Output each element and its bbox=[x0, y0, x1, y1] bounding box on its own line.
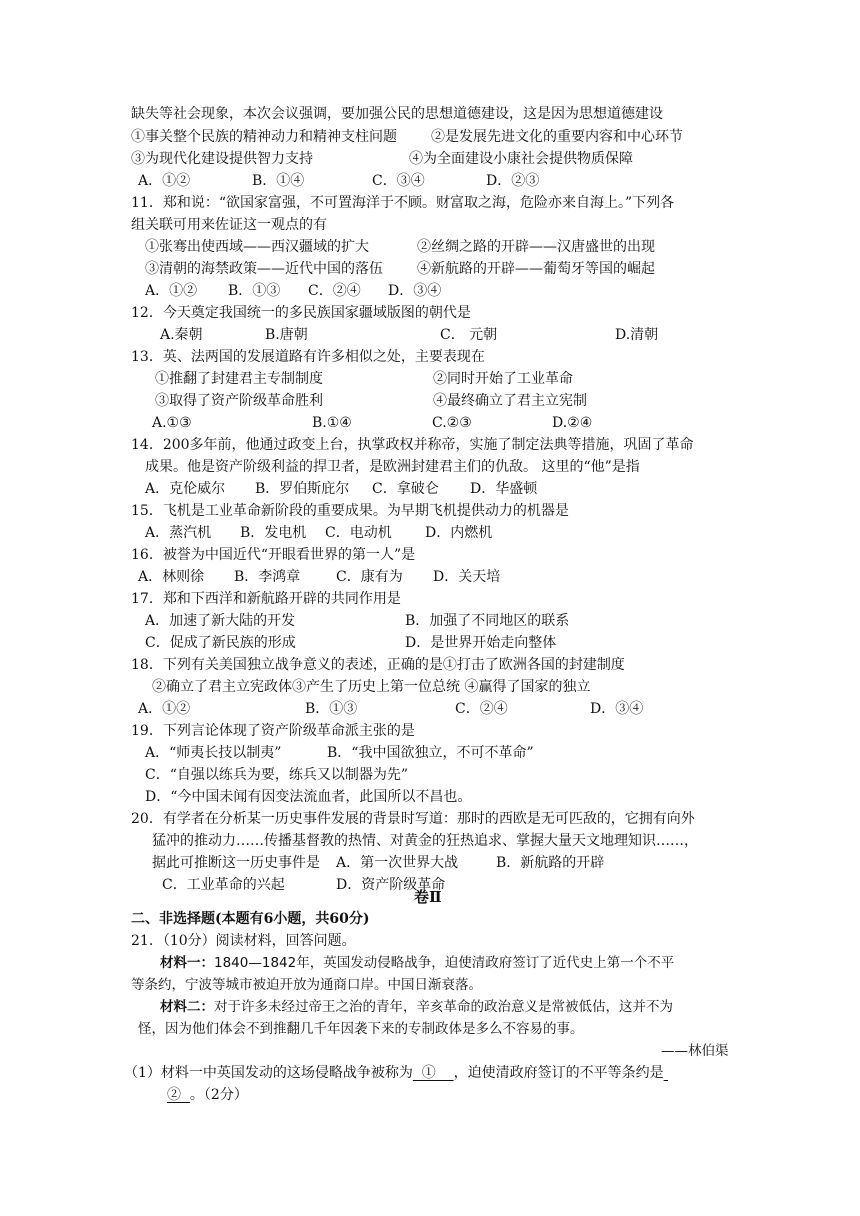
q18-stem-line1: 18．下列有关美国独立战争意义的表述，正确的是①打击了欧洲各国的封建制度 bbox=[131, 657, 625, 673]
q13-stem: 13．英、法两国的发展道路有许多相似之处，主要表现在 bbox=[131, 349, 485, 365]
q20-stem-line2: 猛冲的推动力……传播基督教的热情、对黄金的狂热追求、掌握大量天文地理知识……， bbox=[152, 833, 698, 849]
q10-option-c: C．③④ bbox=[372, 173, 425, 189]
q10-option-b: B．①④ bbox=[252, 173, 305, 189]
q21-sub1-line2 bbox=[167, 1085, 248, 1105]
q20-option-d: D．资产阶级革命 bbox=[336, 877, 446, 893]
q11-item-4: ④新航路的开辟——葡萄牙等国的崛起 bbox=[417, 261, 655, 277]
q21-attribution: ——林伯渠 bbox=[661, 1043, 729, 1059]
q16-option-a: A．林则徐 bbox=[138, 569, 205, 585]
q18-option-b: B．①③ bbox=[305, 701, 358, 717]
q20-stem-line1: 20．有学者在分析某一历史事件发展的背景时写道：那时的西欧是无可匹敌的，它拥有向外 bbox=[131, 811, 695, 827]
q14-stem-line2: 成果。他是资产阶级利益的捍卫者，是欧洲封建君主们的仇敌。 这里的“他”是指 bbox=[145, 459, 640, 475]
q13-item-3: ③取得了资产阶级革命胜利 bbox=[155, 393, 323, 409]
q20-stem-line3: 据此可推断这一历史事件是 bbox=[152, 855, 320, 871]
q16-option-d: D．关天培 bbox=[433, 569, 501, 585]
q19-option-b: B．“我中国欲独立，不可不革命” bbox=[327, 745, 534, 761]
q14-stem-line1: 14．200多年前，他通过政变上台，执掌政权并称帝，实施了制定法典等措施，巩固了革命 bbox=[131, 437, 694, 453]
q11-option-d: D．③④ bbox=[388, 283, 442, 299]
q20-option-c: C．工业革命的兴起 bbox=[162, 877, 285, 893]
q20-option-a: A．第一次世界大战 bbox=[336, 855, 459, 871]
material-1-label: 材料一： bbox=[160, 955, 214, 971]
q12-option-d: D.清朝 bbox=[615, 327, 659, 343]
q19-option-a: A．“师夷长技以制夷” bbox=[145, 745, 282, 761]
q11-item-2: ②丝绸之路的开辟——汉唐盛世的出现 bbox=[417, 239, 655, 255]
q17-option-a: A．加速了新大陆的开发 bbox=[145, 613, 296, 629]
q13-item-1: ①推翻了封建君主专制制度 bbox=[155, 371, 323, 387]
answer-blank-1[interactable]: ① bbox=[412, 1065, 454, 1081]
answer-blank-2-start[interactable] bbox=[664, 1065, 668, 1081]
q17-stem: 17．郑和下西洋和新航路开辟的共同作用是 bbox=[131, 591, 401, 607]
q18-option-d: D．③④ bbox=[590, 701, 644, 717]
q20-option-b: B．新航路的开辟 bbox=[496, 855, 605, 871]
q12-stem: 12．今天奠定我国统一的多民族国家疆域版图的朝代是 bbox=[131, 305, 471, 321]
q10-item-1: ①事关整个民族的精神动力和精神支柱问题 bbox=[131, 129, 397, 145]
q17-option-d: D．是世界开始走向整体 bbox=[405, 635, 557, 651]
section-title: 二、非选择题(本题有6小题，共60分) bbox=[131, 911, 370, 927]
q10-option-a: A．①② bbox=[138, 173, 191, 189]
q10-item-3: ③为现代化建设提供智力支持 bbox=[131, 151, 313, 167]
q21-material-2-line2: 怪，因为他们体会不到推翻几千年因袭下来的专制政体是多么不容易的事。 bbox=[138, 1021, 584, 1037]
q13-option-d: D.②④ bbox=[552, 415, 593, 431]
q21-material-2-line1 bbox=[160, 997, 673, 1017]
q21-stem: 21．（10分）阅读材料，回答问题。 bbox=[131, 933, 356, 949]
q11-option-c: C．②④ bbox=[308, 283, 361, 299]
q16-option-c: C．康有为 bbox=[336, 569, 403, 585]
q19-stem: 19．下列言论体现了资产阶级革命派主张的是 bbox=[131, 723, 415, 739]
material-2-label: 材料二： bbox=[160, 999, 214, 1015]
q13-option-b: B.①④ bbox=[312, 415, 352, 431]
q15-option-d: D．内燃机 bbox=[425, 525, 493, 541]
q17-option-b: B．加强了不同地区的联系 bbox=[405, 613, 570, 629]
q21-sub1-line1 bbox=[124, 1063, 668, 1083]
q10-stem: 缺失等社会现象，本次会议强调，要加强公民的思想道德建设，这是因为思想道德建设 bbox=[131, 106, 663, 122]
q19-option-c: C．“自强以练兵为要，练兵又以制器为先” bbox=[145, 767, 409, 783]
q18-stem-line2: ②确立了君主立宪政体③产生了历史上第一位总统 ④赢得了国家的独立 bbox=[152, 679, 591, 695]
material-1-text: 1840—1842年，英国发动侵略战争，迫使清政府签订了近代史上第一个不平 bbox=[214, 955, 675, 971]
q11-stem-line1: 11．郑和说：“欲国家富强，不可置海洋于不顾。财富取之海，危险亦来自海上。”下列各 bbox=[131, 195, 675, 211]
q13-item-2: ②同时开始了工业革命 bbox=[433, 371, 573, 387]
q15-option-a: A．蒸汽机 bbox=[145, 525, 212, 541]
q12-option-b: B.唐朝 bbox=[265, 327, 308, 343]
q18-option-c: C．②④ bbox=[455, 701, 508, 717]
q10-item-4: ④为全面建设小康社会提供物质保障 bbox=[409, 151, 633, 167]
q15-option-b: B．发电机 bbox=[240, 525, 307, 541]
q11-stem-line2: 组关联可用来佐证这一观点的有 bbox=[131, 217, 327, 233]
q21-material-1-line1 bbox=[160, 953, 674, 973]
q11-option-a: A．①② bbox=[145, 283, 198, 299]
q10-item-2: ②是发展先进文化的重要内容和中心环节 bbox=[431, 129, 683, 145]
q12-option-c: C． 元朝 bbox=[440, 327, 498, 343]
q21-material-1-line2: 等条约，宁波等城市被迫开放为通商口岸。中国日渐衰落。 bbox=[131, 977, 482, 993]
q11-item-3: ③清朝的海禁政策——近代中国的落伍 bbox=[145, 261, 383, 277]
q14-option-d: D．华盛顿 bbox=[470, 481, 538, 497]
q16-stem: 16．被誉为中国近代“开眼看世界的第一人”是 bbox=[131, 547, 416, 563]
q21-sub1-text-a: （1）材料一中英国发动的这场侵略战争被称为 bbox=[124, 1065, 413, 1081]
q15-option-c: C．电动机 bbox=[325, 525, 392, 541]
q11-option-b: B．①③ bbox=[228, 283, 281, 299]
q13-option-a: A.①③ bbox=[152, 415, 192, 431]
q13-item-4: ④最终确立了君主立宪制 bbox=[433, 393, 587, 409]
q19-option-d: D．“今中国未闻有因变法流血者，此国所以不昌也。 bbox=[145, 789, 472, 805]
q10-option-d: D．②③ bbox=[486, 173, 540, 189]
q14-option-a: A．克伦威尔 bbox=[145, 481, 226, 497]
q12-option-a: A.秦朝 bbox=[160, 327, 203, 343]
q18-option-a: A．①② bbox=[138, 701, 191, 717]
q21-sub1-text-b: ，迫使清政府签订的不平等条约是 bbox=[453, 1065, 664, 1081]
q15-stem: 15．飞机是工业革命新阶段的重要成果。为早期飞机提供动力的机器是 bbox=[131, 503, 569, 519]
q17-option-c: C．促成了新民族的形成 bbox=[145, 635, 296, 651]
q14-option-c: C．拿破仑 bbox=[372, 481, 439, 497]
q14-option-b: B．罗伯斯庇尔 bbox=[255, 481, 350, 497]
material-2-text: 对于许多未经过帝王之治的青年，辛亥革命的政治意义是常被低估，这并不为 bbox=[214, 999, 673, 1015]
volume-heading: 卷Ⅱ bbox=[414, 888, 442, 906]
q16-option-b: B．李鸿章 bbox=[234, 569, 301, 585]
answer-blank-2[interactable]: ② bbox=[167, 1087, 190, 1103]
q13-option-c: C.②③ bbox=[432, 415, 472, 431]
q21-sub1-text-c: 。（2分） bbox=[189, 1087, 248, 1103]
q11-item-1: ①张骞出使西域——西汉疆域的扩大 bbox=[145, 239, 369, 255]
